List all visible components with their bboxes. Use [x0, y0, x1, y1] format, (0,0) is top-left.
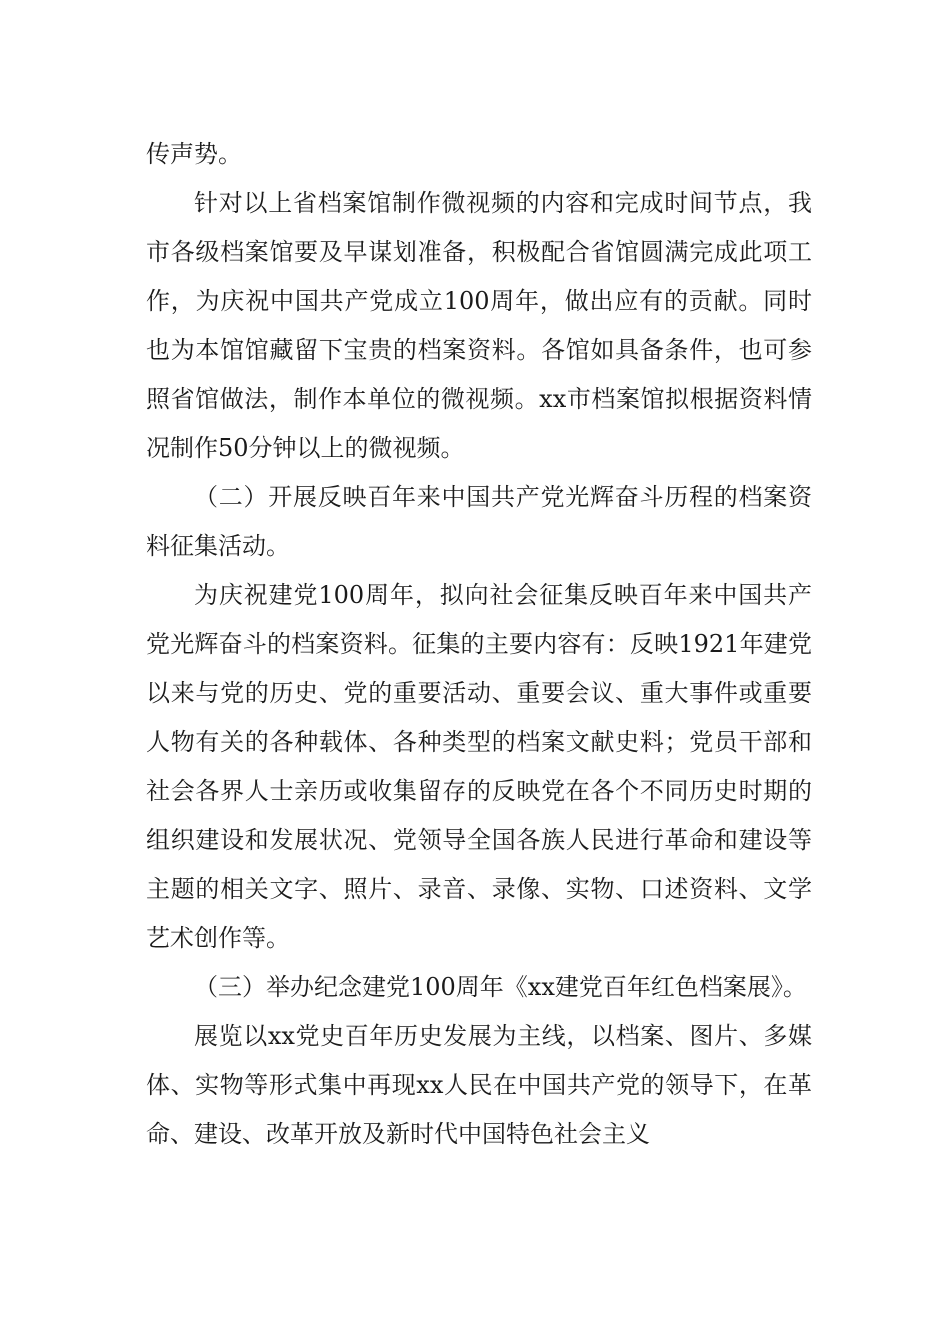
section-heading-3: （三）举办纪念建党100周年《xx建党百年红色档案展》。: [194, 973, 807, 1001]
paragraph-micro-video: 针对以上省档案馆制作微视频的内容和完成时间节点，我市各级档案馆要及早谋划准备，积极配合省馆圆满完成此项工作，为庆祝中国共产党成立100周年，做出应有的贡献。同时也为本馆馆藏留下宝贵的档案资料。各馆如具备条件，也可参照省馆做法，制作本单位的微视频。xx市档案馆拟根据资料情况制作50分钟以上的微视频。: [146, 189, 812, 462]
paragraph-continuation: 传声势。: [146, 140, 242, 168]
document-body: [146, 130, 812, 1159]
paragraph-exhibition: 展览以xx党史百年历史发展为主线，以档案、图片、多媒体、实物等形式集中再现xx人民在中国共产党的领导下，在革命、建设、改革开放及新时代中国特色社会主义: [146, 1022, 812, 1148]
section-heading-2: （二）开展反映百年来中国共产党光辉奋斗历程的档案资料征集活动。: [146, 483, 812, 560]
paragraph-collection: 为庆祝建党100周年，拟向社会征集反映百年来中国共产党光辉奋斗的档案资料。征集的主要内容有：反映1921年建党以来与党的历史、党的重要活动、重要会议、重大事件或重要人物有关的各种载体、各种类型的档案文献史料；党员干部和社会各界人士亲历或收集留存的反映党在各个不同历史时期的组织建设和发展状况、党领导全国各族人民进行革命和建设等主题的相关文字、照片、录音、录像、实物、口述资料、文学艺术创作等。: [146, 581, 812, 952]
